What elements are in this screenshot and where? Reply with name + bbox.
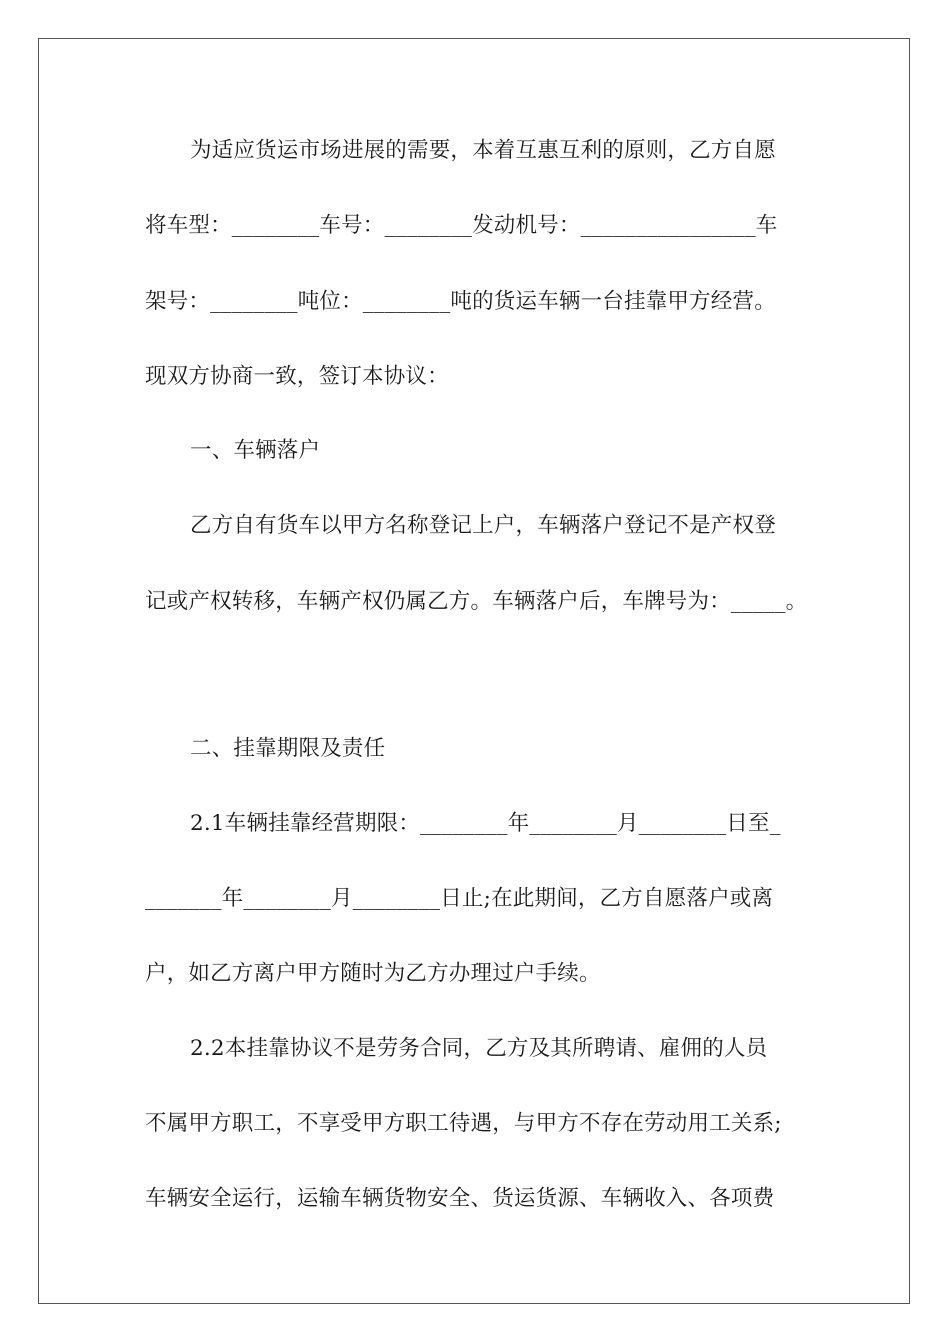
clause-2-2-line-2: 不属甲方职工，不享受甲方职工待遇，与甲方不存在劳动用工关系; [145, 1111, 782, 1136]
clause-2-2-line-1: 2.2本挂靠协议不是劳务合同，乙方及其所聘请、雇佣的人员 [190, 1036, 768, 1061]
section-heading-2: 二、挂靠期限及责任 [190, 736, 386, 761]
section-heading-1: 一、车辆落户 [190, 438, 321, 463]
clause-2-1-line-3: 户，如乙方离户甲方随时为乙方办理过户手续。 [145, 961, 601, 986]
section-1-line-1: 乙方自有货车以甲方名称登记上户，车辆落户登记不是产权登 [190, 513, 776, 538]
paragraph-intro-line-4: 现双方协商一致，签订本协议： [145, 364, 449, 389]
paragraph-intro-line-2: 将车型：________车号：________发动机号：________________车 [145, 213, 778, 238]
clause-2-1-line-2: _______年________月________日止;在此期间，乙方自愿落户或离 [145, 886, 774, 911]
clause-2-1-line-1: 2.1车辆挂靠经营期限：________年________月________日至_ [190, 811, 781, 836]
paragraph-intro-line-3: 架号：________吨位：________吨的货运车辆一台挂靠甲方经营。 [145, 289, 776, 314]
section-1-line-2: 记或产权转移，车辆产权仍属乙方。车辆落户后，车牌号为：_____。 [145, 589, 808, 614]
paragraph-intro-line-1: 为适应货运市场进展的需要，本着互惠互利的原则，乙方自愿 [190, 138, 776, 163]
clause-2-2-line-3: 车辆安全运行，运输车辆货物安全、货运货源、车辆收入、各项费 [145, 1186, 775, 1211]
